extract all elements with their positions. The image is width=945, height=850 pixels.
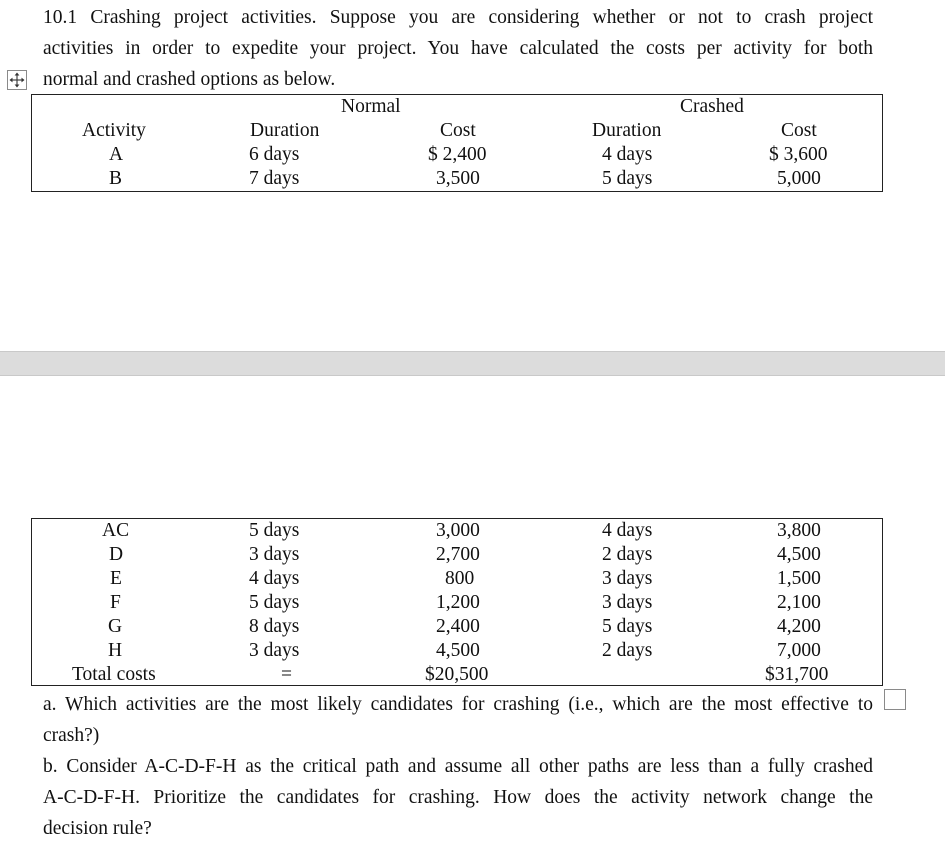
cell-activity: F [110, 592, 121, 613]
cell-crashed-cost: 3,800 [777, 520, 821, 541]
cell-crashed-duration: 4 days [602, 144, 653, 165]
cell-activity: A [109, 144, 124, 165]
cell-crashed-cost: 5,000 [777, 168, 821, 189]
cell-crashed-duration: 4 days [602, 520, 653, 541]
cell-normal-cost: $ 2,400 [428, 144, 487, 165]
col-header-crashed-duration: Duration [592, 120, 662, 141]
cell-normal-cost: 2,700 [436, 544, 480, 565]
cell-crashed-cost: 4,500 [777, 544, 821, 565]
cell-normal-cost: 2,400 [436, 616, 480, 637]
move-icon [9, 72, 25, 88]
page-break-bar [0, 351, 945, 376]
cell-normal-duration: 3 days [249, 544, 300, 565]
cell-crashed-duration: 2 days [602, 544, 653, 565]
activity-table-top [31, 94, 883, 192]
cell-crashed-duration: 3 days [602, 592, 653, 613]
cell-crashed-duration: 3 days [602, 568, 653, 589]
question-a-line-1: a. Which activities are the most likely candidates for crashing (i.e., which are the most effective to [43, 694, 873, 715]
cell-crashed-duration: 5 days [602, 616, 653, 637]
cell-activity: B [109, 168, 123, 189]
cell-crashed-duration: 2 days [602, 640, 653, 661]
cell-crashed-cost: 2,100 [777, 592, 821, 613]
cell-activity: D [109, 544, 124, 565]
group-header-crashed: Crashed [680, 96, 744, 117]
cell-normal-duration: 6 days [249, 144, 300, 165]
totals-normal-cost: $20,500 [425, 664, 489, 685]
col-header-activity: Activity [82, 120, 146, 141]
cell-activity: G [108, 616, 123, 637]
col-header-normal-cost: Cost [440, 120, 476, 141]
intro-line-1: 10.1 Crashing project activities. Suppose you are considering whether or not to crash project [43, 7, 873, 28]
cell-normal-cost: 1,200 [436, 592, 480, 613]
question-a-line-2: crash?) [43, 725, 100, 746]
col-header-normal-duration: Duration [250, 120, 320, 141]
cell-normal-duration: 4 days [249, 568, 300, 589]
question-b-line-3: decision rule? [43, 818, 152, 839]
cell-normal-duration: 5 days [249, 520, 300, 541]
cell-activity: AC [102, 520, 130, 541]
cell-normal-cost: 3,500 [436, 168, 480, 189]
cell-crashed-cost: 7,000 [777, 640, 821, 661]
cell-normal-duration: 5 days [249, 592, 300, 613]
cell-normal-duration: 3 days [249, 640, 300, 661]
cell-activity: E [110, 568, 122, 589]
cell-crashed-cost: $ 3,600 [769, 144, 828, 165]
question-b-line-2: A-C-D-F-H. Prioritize the candidates for crashing. How does the activity network change the [43, 787, 873, 808]
group-header-normal: Normal [341, 96, 401, 117]
intro-line-2: activities in order to expedite your project. You have calculated the costs per activity for both [43, 38, 873, 59]
activity-table-bottom [31, 518, 883, 686]
cell-normal-cost: 4,500 [436, 640, 480, 661]
intro-line-3: normal and crashed options as below. [43, 69, 336, 90]
cell-normal-duration: 8 days [249, 616, 300, 637]
cell-crashed-cost: 4,200 [777, 616, 821, 637]
table-move-handle[interactable] [7, 70, 27, 90]
cell-crashed-cost: 1,500 [777, 568, 821, 589]
checkbox-icon[interactable] [884, 689, 906, 710]
totals-crashed-cost: $31,700 [765, 664, 829, 685]
cell-normal-cost: 3,000 [436, 520, 480, 541]
question-b-line-1: b. Consider A-C-D-F-H as the critical path and assume all other paths are less than a fully crashed [43, 756, 873, 777]
cell-activity: H [108, 640, 123, 661]
totals-label: Total costs [72, 664, 156, 685]
col-header-crashed-cost: Cost [781, 120, 817, 141]
cell-normal-cost: 800 [445, 568, 475, 589]
cell-normal-duration: 7 days [249, 168, 300, 189]
totals-equals: = [281, 664, 292, 685]
cell-crashed-duration: 5 days [602, 168, 653, 189]
